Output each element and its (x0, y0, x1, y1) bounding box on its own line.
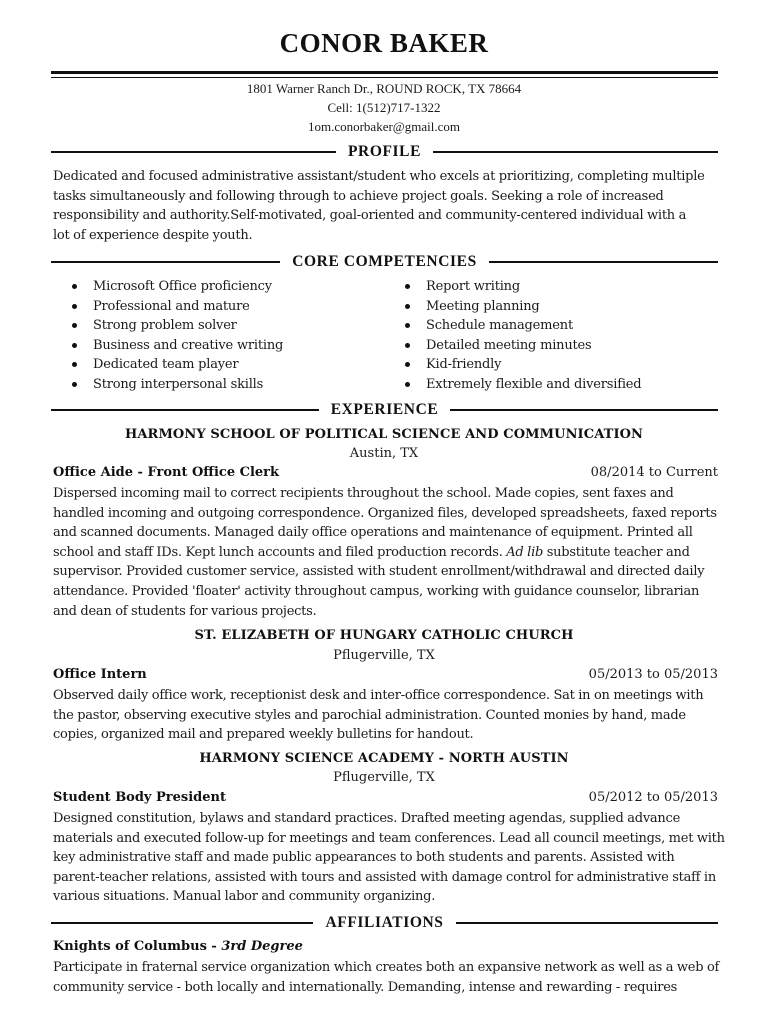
job-location: Pflugerville, TX (333, 648, 435, 663)
list-item: Business and creative writing (72, 336, 283, 356)
job-organization: HARMONY SCHOOL OF POLITICAL SCIENCE AND COMMUNICATION (124, 427, 644, 442)
text-line: responsibility and authority.Self-motivated, goal-oriented and community-centered individual with a (53, 208, 687, 224)
text-segment: substitute teacher and (546, 544, 690, 560)
competencies-right-list (405, 277, 641, 395)
text-line: community service - both locally and internationally. Demanding, intense and rewarding - requires (53, 979, 678, 995)
section-title: CORE COMPETENCIES (292, 253, 477, 270)
text-line: key administrative staff and made public appearances to both students and parents. Assisted with (53, 850, 675, 866)
divider-line (456, 922, 718, 924)
header-rule-thin (51, 77, 718, 78)
divider-line (51, 151, 336, 153)
job-dates: 05/2013 to 05/2013 (588, 667, 718, 682)
divider-line (433, 151, 718, 153)
italic-phrase: Ad lib (506, 544, 544, 560)
text-line: Participate in fraternal service organization which creates both an expansive network as well as a web of (53, 960, 720, 975)
email: 1om.conorbaker@gmail.com (307, 119, 461, 134)
profile-heading (51, 142, 718, 162)
affiliation-degree: 3rd Degree (221, 939, 303, 954)
job-location: Pflugerville, TX (333, 770, 435, 785)
text-line: various situations. Manual labor and community organizing. (53, 889, 436, 905)
text-line: supervisor. Provided customer service, assisted with student enrollment/withdrawal and directed daily (53, 564, 705, 580)
competencies-heading (51, 252, 718, 272)
divider-line (51, 922, 313, 924)
text-segment: school and staff IDs. Kept lunch accounts and filed production records. (53, 544, 503, 560)
list-item: Dedicated team player (72, 355, 283, 375)
text-line: parent-teacher relations, assisted with tours and assisted with damage control for administrative staff in (53, 869, 716, 885)
header-rule-thick (51, 71, 718, 74)
section-title: PROFILE (347, 143, 422, 160)
job-dates: 08/2014 to Current (590, 465, 718, 480)
divider-line (450, 409, 718, 411)
competencies-left-list (72, 277, 283, 395)
list-item: Extremely flexible and diversified (405, 375, 641, 395)
text-line: handled incoming and outgoing correspondence. Organized files, developed spreadsheets, faxed reports (53, 505, 717, 521)
text-line: the pastor, observing executive styles and parochial administration. Counted monies by hand, made (53, 707, 686, 723)
divider-line (51, 409, 319, 411)
list-item: Meeting planning (405, 297, 641, 317)
list-item: Strong interpersonal skills (72, 375, 283, 395)
profile-text (53, 167, 721, 245)
text-line: lot of experience despite youth. (53, 227, 253, 243)
list-item: Strong problem solver (72, 316, 283, 336)
job-organization: ST. ELIZABETH OF HUNGARY CATHOLIC CHURCH (194, 628, 574, 643)
affiliation-description (53, 958, 721, 997)
text-line: copies, organized mail and prepared weekly bulletins for handout. (53, 727, 474, 743)
job-role-row (53, 465, 718, 480)
text-line: Dedicated and focused administrative assistant/student who excels at prioritizing, completing multiple (53, 169, 705, 184)
divider-line (51, 261, 280, 263)
text-line: attendance. Provided 'floater' activity throughout campus, working with guidance counselor, librarian (53, 583, 700, 599)
job-description (53, 484, 721, 621)
text-line: Designed constitution, bylaws and standard practices. Drafted meeting agendas, supplied advance (53, 811, 681, 826)
list-item: Schedule management (405, 316, 641, 336)
candidate-name: CONOR BAKER (279, 28, 489, 58)
list-item: Report writing (405, 277, 641, 297)
job-title: Office Intern (53, 667, 147, 682)
job-title: Student Body President (53, 790, 226, 805)
list-item: Kid-friendly (405, 355, 641, 375)
affiliation-title (53, 939, 303, 954)
section-title: AFFILIATIONS (325, 914, 444, 931)
text-line: and dean of students for various projects. (53, 603, 317, 619)
job-title: Office Aide - Front Office Clerk (53, 465, 280, 480)
text-line: and scanned documents. Managed daily office operations and maintenance of equipment. Printed all (53, 525, 693, 541)
text-line: materials and executed follow-up for meetings and team conferences. Lead all council meetings, met with (53, 830, 725, 846)
text-line: Dispersed incoming mail to correct recipients throughout the school. Made copies, sent faxes and (53, 486, 674, 501)
list-item: Microsoft Office proficiency (72, 277, 283, 297)
list-item: Detailed meeting minutes (405, 336, 641, 356)
list-item: Professional and mature (72, 297, 283, 317)
affiliation-organization: Knights of Columbus (53, 939, 207, 954)
text-line (53, 543, 721, 563)
experience-heading (51, 400, 718, 420)
affiliation-separator: - (206, 939, 222, 954)
section-title: EXPERIENCE (330, 401, 439, 418)
affiliations-heading (51, 913, 718, 933)
job-description (53, 686, 721, 745)
divider-line (489, 261, 718, 263)
text-line: Observed daily office work, receptionist desk and inter-office correspondence. Sat in on meetings with (53, 688, 704, 703)
phone: Cell: 1(512)717-1322 (327, 100, 441, 115)
job-description (53, 809, 725, 907)
job-role-row (53, 790, 718, 805)
job-role-row (53, 667, 718, 682)
job-dates: 05/2012 to 05/2013 (588, 790, 718, 805)
text-line: tasks simultaneously and following through to achieve project goals. Seeking a role of increased (53, 188, 664, 204)
job-location: Austin, TX (349, 446, 419, 461)
job-organization: HARMONY SCIENCE ACADEMY - NORTH AUSTIN (199, 751, 569, 766)
address: 1801 Warner Ranch Dr., ROUND ROCK, TX 78664 (246, 81, 522, 96)
